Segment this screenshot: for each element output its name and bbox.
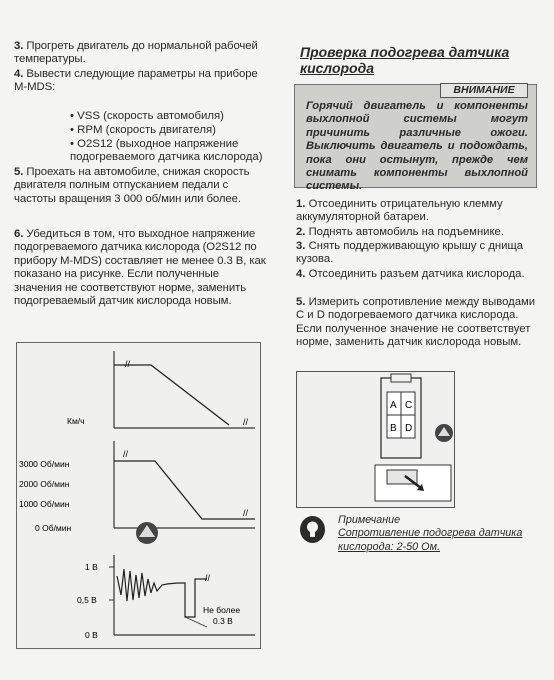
right-step-2: 2. Поднять автомобиль на подъемнике. — [296, 226, 504, 238]
pin-c: C — [405, 400, 413, 411]
rpm-line — [114, 461, 255, 519]
connector-diagram — [296, 371, 455, 508]
watermark-logo — [136, 522, 158, 544]
note-bulb-icon — [300, 516, 325, 543]
pin-d: D — [405, 423, 413, 434]
annotation-line: 0.3 В — [213, 616, 233, 626]
right-step-3: 3. Снять поддерживающую крышу с днища кузова. — [296, 240, 524, 266]
connector-svg — [297, 372, 454, 507]
speed-label: Км/ч — [67, 416, 85, 426]
connector-latch — [391, 374, 411, 382]
pin-b: B — [390, 423, 397, 434]
break-mark: // — [243, 417, 249, 427]
section-title: Проверка подогрева датчика кислорода — [300, 44, 510, 76]
voltage-line — [117, 569, 207, 617]
param-rpm: • RPM (скорость двигателя) — [70, 124, 216, 136]
right-step-1: 1. Отсоединить отрицательную клемму аккумуляторной батареи. — [296, 198, 503, 224]
rpm-tick: 0 Об/мин — [35, 523, 72, 533]
step-5: 5. Проехать на автомобиле, снижая скорость двигателя полным отпусканием педали с частоты вращения 3 000 об/мин или более. — [14, 166, 250, 205]
param-vss: • VSS (скорость автомобиля) — [70, 110, 224, 122]
rpm-tick: 1000 Об/мин — [19, 499, 70, 509]
param-o2s12: • O2S12 (выходное напряжение подогреваемого датчика кислорода) — [70, 138, 263, 164]
step-3: 3. Прогреть двигатель до нормальной рабочей температуры. — [14, 40, 258, 66]
chart-svg — [17, 343, 260, 648]
step-4: 4. Вывести следующие параметры на приборе M-MDS: — [14, 68, 258, 94]
right-step-4: 4. Отсоединить разъем датчика кислорода. — [296, 268, 525, 280]
watermark-logo — [435, 424, 453, 442]
break-mark: // — [123, 449, 129, 459]
annotation-leader — [185, 617, 207, 627]
rpm-tick: 3000 Об/мин — [19, 459, 70, 469]
sensor-chart — [16, 342, 261, 649]
speed-line — [114, 365, 229, 425]
voltage-annotation — [203, 605, 240, 626]
annotation-line: Не более — [203, 605, 241, 615]
right-step-5: 5. Измерить сопротивление между выводами C и D подогреваемого датчика кислорода. Если полученное значение не соответствует норме, заменить датчик кислорода новым. — [296, 296, 536, 349]
volt-tick: 0,5 В — [77, 595, 97, 605]
step-6: 6. Убедиться в том, что выходное напряжение подогреваемого датчика кислорода (O2S12 по прибору M-MDS) составляет не менее 0.3 В, как показано на рисунке. Если полученные значения не соответствуют норме, заменить подогреваемый датчик кислорода новым. — [14, 228, 266, 308]
volt-tick: 1 В — [85, 562, 98, 572]
warning-label: ВНИМАНИЕ — [440, 83, 528, 98]
pin-a: A — [390, 400, 397, 411]
note — [338, 514, 538, 554]
note-text: Сопротивление подогрева датчика кислорода: 2-50 Ом. — [338, 527, 523, 553]
break-mark: // — [243, 508, 249, 518]
break-mark: // — [125, 359, 131, 369]
volt-tick: 0 В — [85, 630, 98, 640]
note-title: Примечание — [338, 514, 401, 526]
rpm-tick: 2000 Об/мин — [19, 479, 70, 489]
warning-text: Горячий двигатель и компоненты выхлопной системы могут причинить различные ожоги. Выключить двигатель и подождать, пока они остынут, прежде чем снимать компоненты выхлопной системы. — [306, 100, 528, 193]
break-mark: // — [205, 573, 211, 583]
bulb-svg — [300, 516, 325, 543]
